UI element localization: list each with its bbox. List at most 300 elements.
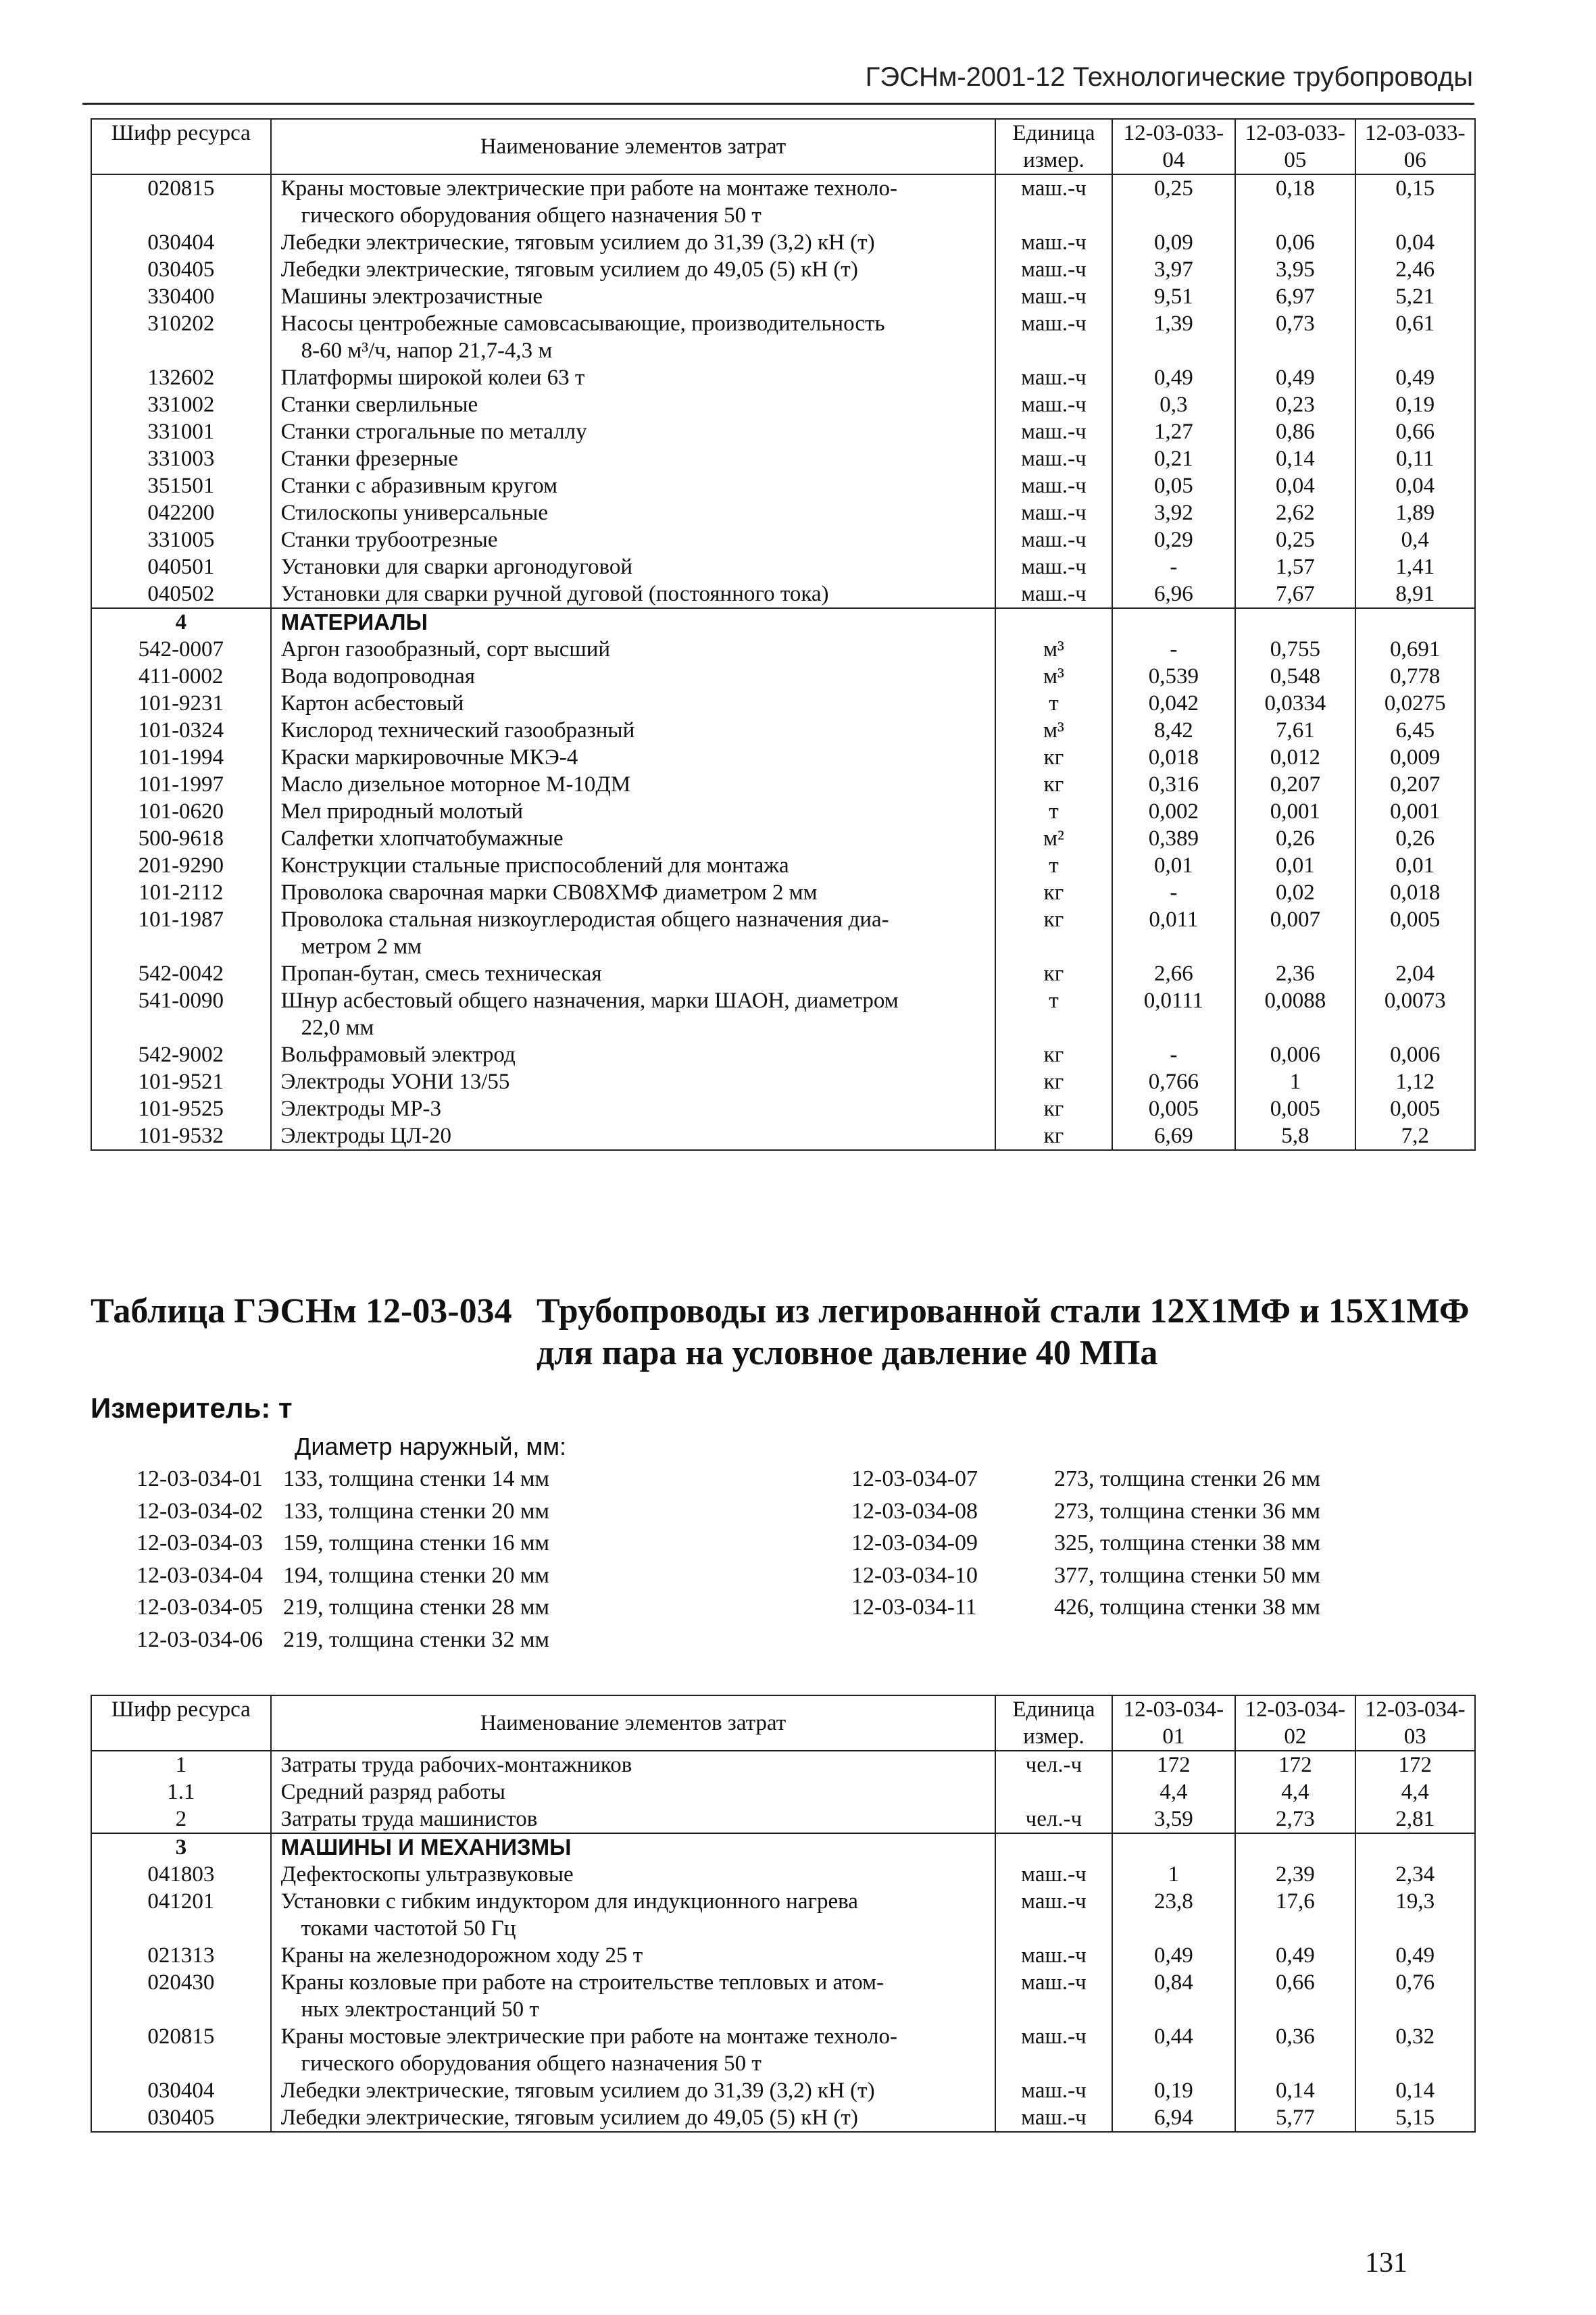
unit-cell: маш.-ч — [995, 1861, 1112, 1888]
value-col3: 0,01 — [1355, 852, 1475, 879]
value-col1: 6,69 — [1112, 1122, 1235, 1150]
name-text: Конструкции стальные приспособлений для монтажа — [280, 853, 789, 878]
value-col3 — [1355, 608, 1475, 636]
resource-code: 3 — [91, 1833, 271, 1861]
value-col1: 0,09 — [1112, 229, 1235, 256]
resource-table-034 — [91, 1695, 1476, 2133]
cost-element-name — [271, 310, 996, 364]
table-row — [91, 960, 1475, 987]
value-col2: 0,49 — [1235, 364, 1355, 391]
table-row — [91, 690, 1475, 717]
unit-cell: маш.-ч — [995, 418, 1112, 445]
resource-code: 500-9618 — [91, 825, 271, 852]
resource-code: 021313 — [91, 1942, 271, 1969]
table-title-caption — [537, 1291, 1482, 1374]
cost-element-name — [271, 608, 996, 636]
unit-cell: маш.-ч — [995, 499, 1112, 526]
resource-code: 201-9290 — [91, 852, 271, 879]
value-col1: 0,539 — [1112, 663, 1235, 690]
cost-element-name — [271, 364, 996, 391]
resource-code: 541-0090 — [91, 987, 271, 1041]
name-text-continued: ных электростанций 50 т — [301, 1997, 539, 2022]
value-col3: 0,61 — [1355, 310, 1475, 364]
cost-element-name — [271, 1068, 996, 1095]
value-col2: 0,012 — [1235, 744, 1355, 771]
header-unit: Единица измер. — [995, 119, 1112, 174]
name-text: Лебедки электрические, тяговым усилием до 31,39 (3,2) кН (т) — [280, 2078, 875, 2103]
value-col3: 1,89 — [1355, 499, 1475, 526]
running-head: ГЭСНм-2001-12 Технологические трубопроводы — [865, 62, 1473, 92]
section-row — [91, 608, 1475, 636]
value-col3: 0,04 — [1355, 229, 1475, 256]
cost-element-name — [271, 771, 996, 798]
value-col1: - — [1112, 879, 1235, 906]
value-col3: 0,0275 — [1355, 690, 1475, 717]
table-row — [91, 1751, 1475, 1778]
cost-element-name — [271, 1751, 996, 1778]
value-col2 — [1235, 1833, 1355, 1861]
table-row — [91, 391, 1475, 418]
resource-code: 040501 — [91, 553, 271, 580]
header-col3: 12-03-034-03 — [1355, 1695, 1475, 1751]
value-col1: 0,018 — [1112, 744, 1235, 771]
unit-cell: кг — [995, 960, 1112, 987]
unit-cell — [995, 1778, 1112, 1806]
value-col1: 0,389 — [1112, 825, 1235, 852]
value-col3: 0,11 — [1355, 445, 1475, 472]
table-row — [91, 580, 1475, 608]
value-col1: 3,59 — [1112, 1806, 1235, 1833]
name-text-continued: 8-60 м³/ч, напор 21,7-4,3 м — [301, 339, 553, 363]
cost-element-name — [271, 987, 996, 1041]
cost-element-name — [271, 472, 996, 499]
value-col2: 2,62 — [1235, 499, 1355, 526]
variants-list-left — [91, 1463, 549, 1656]
resource-code: 330400 — [91, 283, 271, 310]
table-row — [91, 526, 1475, 553]
cost-element-name — [271, 2077, 996, 2104]
value-col2: 0,25 — [1235, 526, 1355, 553]
value-col2: 0,04 — [1235, 472, 1355, 499]
cost-element-name — [271, 283, 996, 310]
cost-element-name — [271, 445, 996, 472]
value-col2 — [1235, 608, 1355, 636]
value-col1: 23,8 — [1112, 1888, 1235, 1942]
value-col2: 0,02 — [1235, 879, 1355, 906]
table-row — [91, 553, 1475, 580]
table-row — [91, 744, 1475, 771]
cost-element-name — [271, 1942, 996, 1969]
value-col3: 2,46 — [1355, 256, 1475, 283]
cost-element-name — [271, 1888, 996, 1942]
unit-cell: т — [995, 798, 1112, 825]
name-text: Проволока стальная низкоуглеродистая общего назначения диа- — [280, 907, 889, 932]
value-col3: 0,006 — [1355, 1041, 1475, 1068]
value-col3 — [1355, 1833, 1475, 1861]
variant-row — [91, 1560, 549, 1592]
variant-code: 12-03-034-09 — [851, 1530, 978, 1555]
value-col1: 0,0111 — [1112, 987, 1235, 1041]
value-col2: 2,36 — [1235, 960, 1355, 987]
resource-code: 101-9231 — [91, 690, 271, 717]
name-text: Аргон газообразный, сорт высший — [280, 637, 611, 662]
value-col2: 0,001 — [1235, 798, 1355, 825]
cost-element-name — [271, 580, 996, 608]
value-col1: 0,042 — [1112, 690, 1235, 717]
cost-element-name — [271, 1095, 996, 1122]
table-row — [91, 1041, 1475, 1068]
value-col2: 2,73 — [1235, 1806, 1355, 1833]
resource-code: 020430 — [91, 1969, 271, 2023]
value-col3: 0,207 — [1355, 771, 1475, 798]
variant-description: 273, толщина стенки 36 мм — [1054, 1498, 1321, 1524]
resource-code: 101-0620 — [91, 798, 271, 825]
unit-cell — [995, 1833, 1112, 1861]
value-col1 — [1112, 1833, 1235, 1861]
cost-element-name — [271, 906, 996, 960]
resource-code: 030404 — [91, 229, 271, 256]
header-col2: 12-03-033-05 — [1235, 119, 1355, 174]
value-col2: 3,95 — [1235, 256, 1355, 283]
unit-cell: маш.-ч — [995, 391, 1112, 418]
name-text: Платформы широкой колеи 63 т — [280, 366, 585, 390]
value-col2: 0,0334 — [1235, 690, 1355, 717]
value-col2: 0,06 — [1235, 229, 1355, 256]
resource-code: 030405 — [91, 256, 271, 283]
header-col1: 12-03-033-04 — [1112, 119, 1235, 174]
resource-code: 351501 — [91, 472, 271, 499]
name-text: Вода водопроводная — [280, 664, 475, 689]
unit-cell: маш.-ч — [995, 174, 1112, 229]
table-body — [91, 174, 1475, 1150]
value-col2: 0,007 — [1235, 906, 1355, 960]
value-col3: 172 — [1355, 1751, 1475, 1778]
resource-code: 132602 — [91, 364, 271, 391]
cost-element-name — [271, 1969, 996, 2023]
name-text: МАШИНЫ И МЕХАНИЗМЫ — [280, 1835, 572, 1860]
value-col1: - — [1112, 636, 1235, 663]
cost-element-name — [271, 553, 996, 580]
cost-element-name — [271, 1041, 996, 1068]
value-col1: 0,29 — [1112, 526, 1235, 553]
unit-cell — [995, 608, 1112, 636]
resource-code: 101-9525 — [91, 1095, 271, 1122]
value-col1: 0,25 — [1112, 174, 1235, 229]
header-code: Шифр ресурса — [91, 1695, 271, 1751]
cost-element-name — [271, 636, 996, 663]
name-text: Стилоскопы универсальные — [280, 501, 548, 525]
resource-code: 331005 — [91, 526, 271, 553]
name-text-continued: гического оборудования общего назначения 50 т — [301, 2051, 762, 2076]
unit-cell: маш.-ч — [995, 310, 1112, 364]
variant-description: 219, толщина стенки 28 мм — [283, 1595, 550, 1620]
variant-description: 133, толщина стенки 20 мм — [283, 1498, 550, 1524]
variant-description: 194, толщина стенки 20 мм — [283, 1562, 550, 1588]
value-col2: 5,8 — [1235, 1122, 1355, 1150]
table-row — [91, 256, 1475, 283]
table-row — [91, 906, 1475, 960]
name-text: Кислород технический газообразный — [280, 718, 635, 743]
resource-code: 101-0324 — [91, 717, 271, 744]
resource-code: 101-2112 — [91, 879, 271, 906]
table-row — [91, 1806, 1475, 1833]
name-text: Масло дизельное моторное М-10ДМ — [280, 772, 631, 797]
cost-element-name — [271, 2023, 996, 2077]
value-col2: 0,005 — [1235, 1095, 1355, 1122]
name-text-continued: гического оборудования общего назначения 50 т — [301, 203, 762, 228]
cost-element-name — [271, 825, 996, 852]
value-col3: 8,91 — [1355, 580, 1475, 608]
unit-cell: м³ — [995, 636, 1112, 663]
table-row — [91, 663, 1475, 690]
value-col2: 1 — [1235, 1068, 1355, 1095]
cost-element-name — [271, 174, 996, 229]
name-text: Установки для сварки аргонодуговой — [280, 555, 632, 579]
meter-label: Измеритель: т — [91, 1392, 293, 1424]
table-row — [91, 229, 1475, 256]
value-col1: - — [1112, 553, 1235, 580]
table-title-label: Таблица ГЭСНм 12-03-034 — [91, 1292, 512, 1330]
variant-description: 273, толщина стенки 26 мм — [1054, 1466, 1321, 1491]
header-name: Наименование элементов затрат — [271, 119, 996, 174]
header-code: Шифр ресурса — [91, 119, 271, 174]
value-col1: 0,05 — [1112, 472, 1235, 499]
name-text: Пропан-бутан, смесь техническая — [280, 962, 602, 986]
name-text: Станки с абразивным кругом — [280, 474, 558, 498]
value-col1: 2,66 — [1112, 960, 1235, 987]
unit-cell: чел.-ч — [995, 1751, 1112, 1778]
cost-element-name — [271, 744, 996, 771]
value-col3: 0,778 — [1355, 663, 1475, 690]
name-text: Краны мостовые электрические при работе на монтаже техноло- — [280, 176, 897, 201]
name-text: Станки фрезерные — [280, 447, 458, 471]
resource-code: 310202 — [91, 310, 271, 364]
name-text: Вольфрамовый электрод — [280, 1043, 516, 1067]
value-col3: 2,34 — [1355, 1861, 1475, 1888]
value-col1: 9,51 — [1112, 283, 1235, 310]
value-col3: 0,4 — [1355, 526, 1475, 553]
value-col3: 0,14 — [1355, 2077, 1475, 2104]
variant-description: 133, толщина стенки 14 мм — [283, 1466, 550, 1491]
resource-code: 020815 — [91, 2023, 271, 2077]
variant-row — [91, 1624, 549, 1656]
diameter-label: Диаметр наружный, мм: — [295, 1433, 566, 1460]
variant-row — [811, 1527, 1320, 1560]
value-col2: 1,57 — [1235, 553, 1355, 580]
value-col2: 7,61 — [1235, 717, 1355, 744]
value-col3: 5,15 — [1355, 2104, 1475, 2132]
value-col1: 0,01 — [1112, 852, 1235, 879]
value-col3: 0,15 — [1355, 174, 1475, 229]
variant-row — [91, 1591, 549, 1624]
resource-code: 542-0007 — [91, 636, 271, 663]
value-col1: - — [1112, 1041, 1235, 1068]
name-text: Установки для сварки ручной дуговой (постоянного тока) — [280, 582, 829, 606]
table-row — [91, 2023, 1475, 2077]
name-text: Краны мостовые электрические при работе на монтаже техноло- — [280, 2024, 897, 2049]
cost-element-name — [271, 690, 996, 717]
table-row — [91, 852, 1475, 879]
variant-code: 12-03-034-08 — [851, 1498, 978, 1524]
value-col1: 3,97 — [1112, 256, 1235, 283]
unit-cell: чел.-ч — [995, 1806, 1112, 1833]
table-row — [91, 1122, 1475, 1150]
table-row — [91, 636, 1475, 663]
value-col2: 0,0088 — [1235, 987, 1355, 1041]
resource-code: 040502 — [91, 580, 271, 608]
header-col3: 12-03-033-06 — [1355, 119, 1475, 174]
table-row — [91, 879, 1475, 906]
value-col2: 5,77 — [1235, 2104, 1355, 2132]
value-col2: 0,66 — [1235, 1969, 1355, 2023]
value-col3: 0,19 — [1355, 391, 1475, 418]
value-col3: 2,04 — [1355, 960, 1475, 987]
unit-cell: кг — [995, 1095, 1112, 1122]
name-text: Картон асбестовый — [280, 691, 464, 716]
name-text: Затраты труда машинистов — [280, 1807, 538, 1831]
unit-cell: маш.-ч — [995, 526, 1112, 553]
cost-element-name — [271, 1833, 996, 1861]
name-text: Станки сверлильные — [280, 393, 478, 417]
resource-code: 542-9002 — [91, 1041, 271, 1068]
variant-code: 12-03-034-04 — [136, 1562, 263, 1588]
value-col3: 7,2 — [1355, 1122, 1475, 1150]
unit-cell: маш.-ч — [995, 2077, 1112, 2104]
header-col2: 12-03-034-02 — [1235, 1695, 1355, 1751]
value-col1 — [1112, 608, 1235, 636]
resource-code: 030405 — [91, 2104, 271, 2132]
unit-cell: т — [995, 690, 1112, 717]
value-col2: 172 — [1235, 1751, 1355, 1778]
table-row — [91, 364, 1475, 391]
table-row — [91, 798, 1475, 825]
variant-code: 12-03-034-01 — [136, 1466, 263, 1491]
resource-code: 101-1987 — [91, 906, 271, 960]
variant-description: 219, толщина стенки 32 мм — [283, 1626, 550, 1652]
unit-cell: м³ — [995, 663, 1112, 690]
name-text: Краны на железнодорожном ходу 25 т — [280, 1943, 643, 1968]
value-col1: 0,21 — [1112, 445, 1235, 472]
unit-cell: кг — [995, 1122, 1112, 1150]
table-row — [91, 174, 1475, 229]
resource-code: 4 — [91, 608, 271, 636]
table-row — [91, 499, 1475, 526]
value-col1: 1 — [1112, 1861, 1235, 1888]
value-col2: 0,26 — [1235, 825, 1355, 852]
unit-cell: маш.-ч — [995, 472, 1112, 499]
cost-element-name — [271, 499, 996, 526]
value-col1: 0,84 — [1112, 1969, 1235, 2023]
value-col1: 0,19 — [1112, 2077, 1235, 2104]
table-row — [91, 1068, 1475, 1095]
unit-cell: маш.-ч — [995, 256, 1112, 283]
resource-code: 042200 — [91, 499, 271, 526]
unit-cell: маш.-ч — [995, 283, 1112, 310]
name-text: Средний разряд работы — [280, 1780, 505, 1804]
name-text: Краски маркировочные МКЭ-4 — [280, 745, 578, 770]
name-text: Насосы центробежные самовсасывающие, производительность — [280, 312, 885, 336]
resource-code: 030404 — [91, 2077, 271, 2104]
table-row — [91, 283, 1475, 310]
name-text: Установки с гибким индуктором для индукционного нагрева — [280, 1889, 858, 1914]
value-col3: 1,41 — [1355, 553, 1475, 580]
name-text: Электроды МР-3 — [280, 1097, 441, 1121]
value-col3: 0,018 — [1355, 879, 1475, 906]
cost-element-name — [271, 1122, 996, 1150]
value-col3: 6,45 — [1355, 717, 1475, 744]
value-col2: 0,36 — [1235, 2023, 1355, 2077]
name-text: Шнур асбестовый общего назначения, марки ШАОН, диаметром — [280, 989, 899, 1013]
header-col1: 12-03-034-01 — [1112, 1695, 1235, 1751]
unit-cell: маш.-ч — [995, 364, 1112, 391]
unit-cell: кг — [995, 906, 1112, 960]
table-row — [91, 445, 1475, 472]
value-col2: 0,18 — [1235, 174, 1355, 229]
name-text: Электроды УОНИ 13/55 — [280, 1070, 510, 1094]
name-text: Салфетки хлопчатобумажные — [280, 826, 564, 851]
value-col3: 2,81 — [1355, 1806, 1475, 1833]
variant-row — [811, 1495, 1320, 1528]
cost-element-name — [271, 229, 996, 256]
cost-element-name — [271, 1778, 996, 1806]
value-col3: 1,12 — [1355, 1068, 1475, 1095]
value-col3: 0,0073 — [1355, 987, 1475, 1041]
unit-cell: кг — [995, 771, 1112, 798]
resource-code: 1 — [91, 1751, 271, 1778]
table-header-row — [91, 119, 1475, 174]
unit-cell: маш.-ч — [995, 2023, 1112, 2077]
table-row — [91, 1942, 1475, 1969]
cost-element-name — [271, 256, 996, 283]
cost-element-name — [271, 798, 996, 825]
cost-element-name — [271, 391, 996, 418]
name-text: Лебедки электрические, тяговым усилием до 49,05 (5) кН (т) — [280, 2106, 858, 2130]
value-col3: 5,21 — [1355, 283, 1475, 310]
name-text: Станки строгальные по металлу — [280, 420, 587, 444]
value-col3: 0,691 — [1355, 636, 1475, 663]
name-text: Лебедки электрические, тяговым усилием до 49,05 (5) кН (т) — [280, 257, 858, 282]
value-col3: 19,3 — [1355, 1888, 1475, 1942]
unit-cell: маш.-ч — [995, 1969, 1112, 2023]
name-text: МАТЕРИАЛЫ — [280, 609, 428, 634]
resource-code: 101-9532 — [91, 1122, 271, 1150]
value-col3: 0,76 — [1355, 1969, 1475, 2023]
table-body — [91, 1751, 1475, 2132]
unit-cell: маш.-ч — [995, 445, 1112, 472]
resource-table-033 — [91, 118, 1476, 1151]
value-col1: 1,39 — [1112, 310, 1235, 364]
value-col2: 0,006 — [1235, 1041, 1355, 1068]
table-row — [91, 825, 1475, 852]
resource-code: 542-0042 — [91, 960, 271, 987]
value-col3: 0,66 — [1355, 418, 1475, 445]
cost-element-name — [271, 418, 996, 445]
variant-code: 12-03-034-11 — [851, 1595, 977, 1620]
cost-element-name — [271, 717, 996, 744]
value-col1: 1,27 — [1112, 418, 1235, 445]
value-col1: 0,005 — [1112, 1095, 1235, 1122]
unit-cell: маш.-ч — [995, 1888, 1112, 1942]
table-row — [91, 472, 1475, 499]
resource-code: 1.1 — [91, 1778, 271, 1806]
unit-cell: кг — [995, 744, 1112, 771]
resource-code: 331001 — [91, 418, 271, 445]
cost-element-name — [271, 1806, 996, 1833]
value-col3: 0,04 — [1355, 472, 1475, 499]
cost-element-name — [271, 526, 996, 553]
resource-code: 020815 — [91, 174, 271, 229]
resource-code: 041201 — [91, 1888, 271, 1942]
